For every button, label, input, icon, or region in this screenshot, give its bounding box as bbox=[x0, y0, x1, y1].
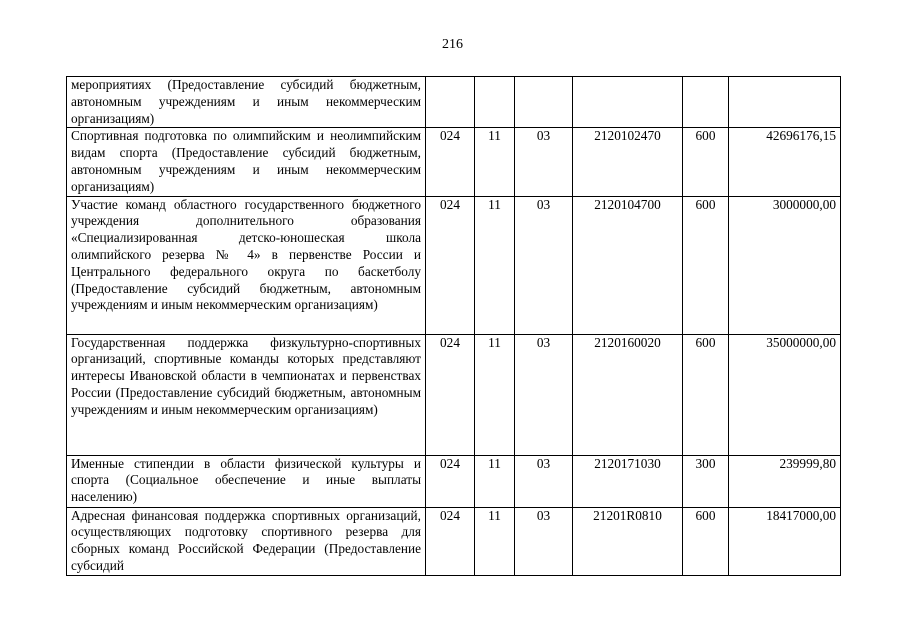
target-article-code: 2120171030 bbox=[573, 455, 683, 507]
expense-type-code: 300 bbox=[683, 455, 729, 507]
row-name: Именные стипендии в области физической культуры и спорта (Социальное обеспечение и иные выплаты населению) bbox=[67, 455, 426, 507]
ministry-code: 024 bbox=[426, 128, 475, 196]
section-code: 11 bbox=[475, 455, 515, 507]
subsection-code: 03 bbox=[515, 128, 573, 196]
row-name: мероприятиях (Предоставление субсидий бюджетным, автономным учреждениям и иным некоммерческим организациям) bbox=[67, 77, 426, 128]
row-name: Участие команд областного государственного бюджетного учреждения дополнительного образования «Специализированная детско-юношеская школа олимпийского резерва № 4» в первенстве России и Центрального федерального округа по баскетболу (Предоставление субсидий бюджетным, автономным учреждениям и иным некоммерческим организациям) bbox=[67, 196, 426, 334]
amount bbox=[729, 77, 841, 128]
expense-type-code: 600 bbox=[683, 334, 729, 455]
ministry-code: 024 bbox=[426, 334, 475, 455]
ministry-code: 024 bbox=[426, 507, 475, 575]
subsection-code: 03 bbox=[515, 334, 573, 455]
subsection-code: 03 bbox=[515, 507, 573, 575]
amount: 239999,80 bbox=[729, 455, 841, 507]
target-article-code bbox=[573, 77, 683, 128]
expense-type-code: 600 bbox=[683, 196, 729, 334]
ministry-code: 024 bbox=[426, 196, 475, 334]
section-code: 11 bbox=[475, 196, 515, 334]
budget-table bbox=[66, 76, 841, 576]
expense-type-code: 600 bbox=[683, 507, 729, 575]
table-row bbox=[67, 128, 841, 196]
expense-type-code: 600 bbox=[683, 128, 729, 196]
target-article-code: 2120104700 bbox=[573, 196, 683, 334]
section-code: 11 bbox=[475, 507, 515, 575]
ministry-code bbox=[426, 77, 475, 128]
target-article-code: 2120102470 bbox=[573, 128, 683, 196]
section-code: 11 bbox=[475, 334, 515, 455]
amount: 42696176,15 bbox=[729, 128, 841, 196]
row-name: Спортивная подготовка по олимпийским и неолимпийским видам спорта (Предоставление субсидий бюджетным, автономным учреждениям и иным некоммерческим организациям) bbox=[67, 128, 426, 196]
subsection-code: 03 bbox=[515, 455, 573, 507]
table-row bbox=[67, 334, 841, 455]
target-article-code: 21201R0810 bbox=[573, 507, 683, 575]
section-code: 11 bbox=[475, 128, 515, 196]
page-number: 216 bbox=[442, 37, 463, 52]
row-name: Государственная поддержка физкультурно-спортивных организаций, спортивные команды которых представляют интересы Ивановской области в чемпионатах и первенствах России (Предоставление субсидий бюджетным, автономным учреждениям и иным некоммерческим организациям) bbox=[67, 334, 426, 455]
ministry-code: 024 bbox=[426, 455, 475, 507]
row-name: Адресная финансовая поддержка спортивных организаций, осуществляющих подготовку спортивного резерва для сборных команд Российской Федерации (Предоставление субсидий bbox=[67, 507, 426, 575]
table-row bbox=[67, 77, 841, 128]
target-article-code: 2120160020 bbox=[573, 334, 683, 455]
table-row bbox=[67, 507, 841, 575]
amount: 18417000,00 bbox=[729, 507, 841, 575]
table-row bbox=[67, 455, 841, 507]
table-row bbox=[67, 196, 841, 334]
section-code bbox=[475, 77, 515, 128]
amount: 3000000,00 bbox=[729, 196, 841, 334]
subsection-code bbox=[515, 77, 573, 128]
expense-type-code bbox=[683, 77, 729, 128]
subsection-code: 03 bbox=[515, 196, 573, 334]
amount: 35000000,00 bbox=[729, 334, 841, 455]
